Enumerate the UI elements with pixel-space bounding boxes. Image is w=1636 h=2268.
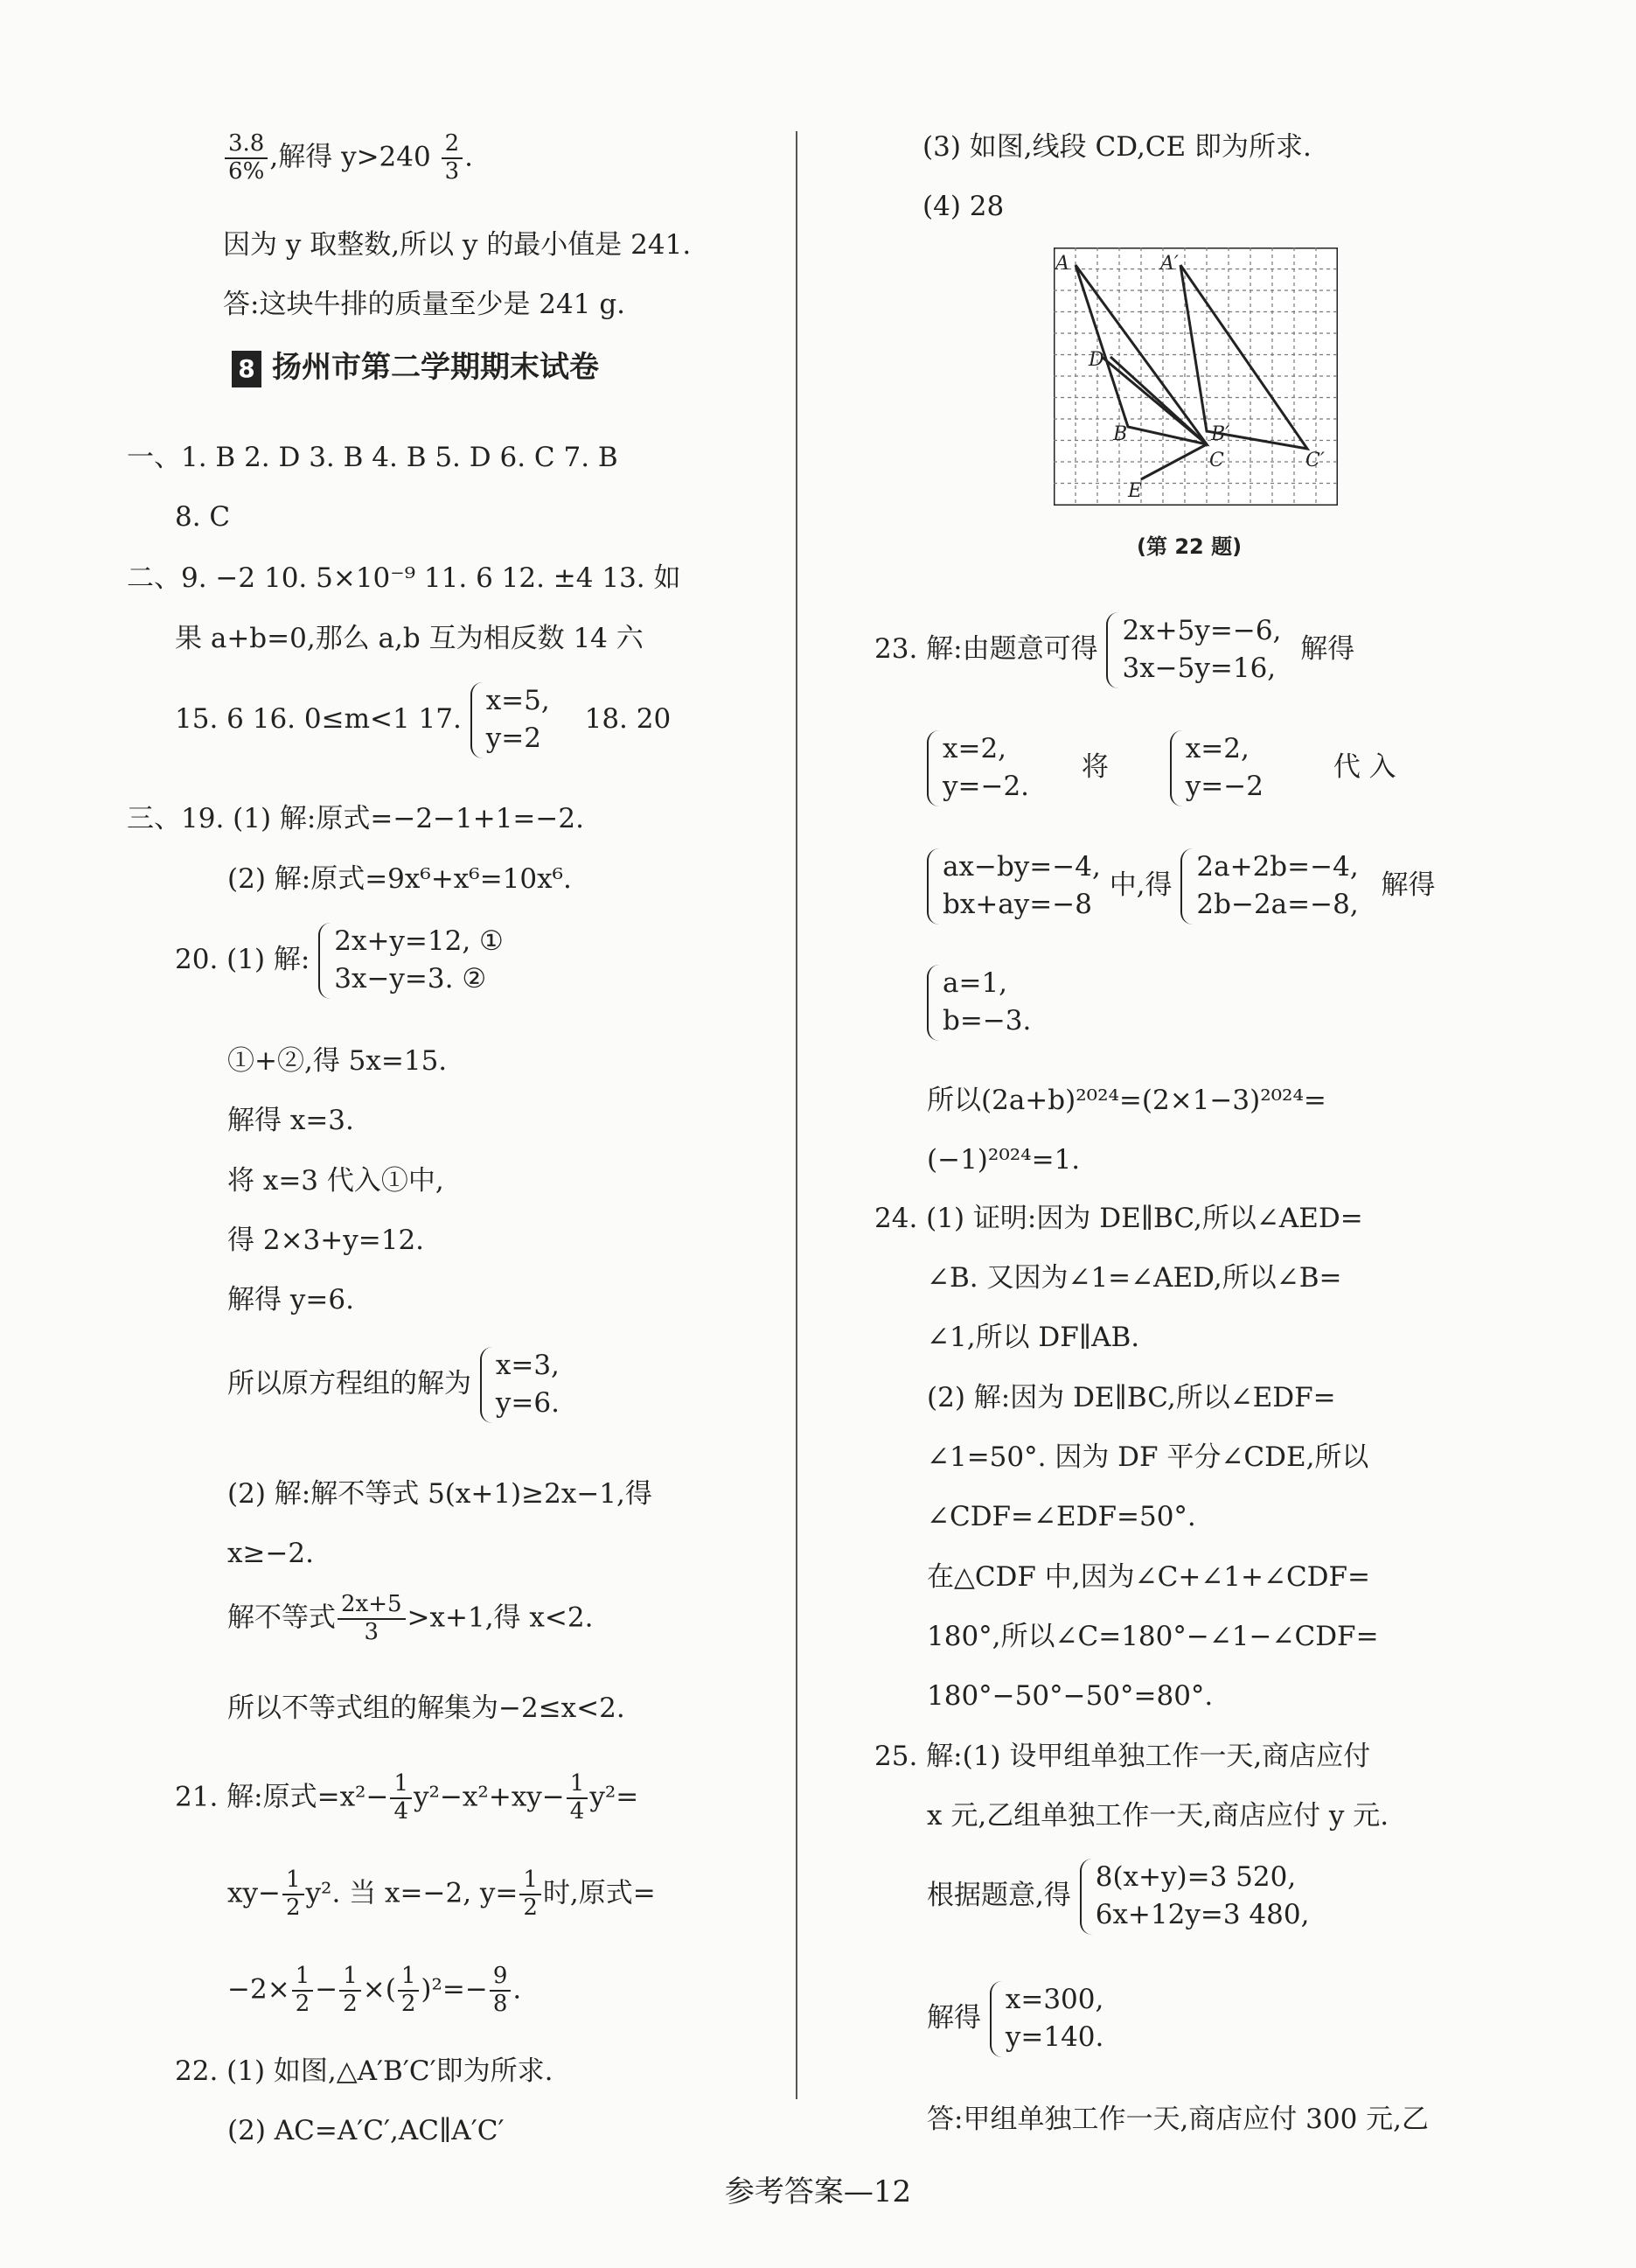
q24-line8: 180°,所以∠C=180°−∠1−∠CDF= [927, 1621, 1379, 1652]
fraction: $\frac{3.8}{6\%}$ [225, 131, 268, 185]
q19-part2: (2) 解:原式=9x⁶+x⁶=10x⁶. [227, 863, 572, 895]
equation-system: x=2, y=−2 [1170, 730, 1264, 806]
q19-part1: 三、19. (1) 解:原式=−2−1+1=−2. [127, 803, 584, 834]
q20-line1: ①+②,得 5x=15. [227, 1045, 448, 1077]
q20-part2-line2: x≥−2. [227, 1538, 315, 1569]
q20-line3: 将 x=3 代入①中, [227, 1165, 444, 1197]
answers-part1-line1: 一、1. B 2. D 3. B 4. B 5. D 6. C 7. B [127, 442, 618, 473]
q23-line4 [927, 965, 1031, 1041]
q20-solution: 所以原方程组的解为 x=3, y=6. [227, 1347, 560, 1423]
q21-line1: 21. 解:原式=x²− $\frac{1}{4}$ y²−x²+xy− $\frac{1}{4}$ y²= [175, 1770, 639, 1825]
q24-line6: ∠CDF=∠EDF=50°. [927, 1501, 1196, 1532]
q22-line1: 22. (1) 如图,△A′B′C′即为所求. [175, 2055, 553, 2087]
equation-system: 2x+5y=−6, 3x−5y=16, [1106, 612, 1281, 688]
q20-system: 20. (1) 解: 2x+y=12, ① 3x−y=3. ② [175, 923, 504, 999]
q25-line1: 25. 解:(1) 设甲组单独工作一天,商店应付 [874, 1741, 1371, 1772]
q23-line5: 所以(2a+b)²⁰²⁴=(2×1−3)²⁰²⁴= [927, 1085, 1326, 1116]
q23-line3: ax−by=−4, bx+ay=−8 中,得 2a+2b=−4, 2b−2a=−8, 解得 [927, 848, 1436, 925]
fraction: $\frac{1}{4}$ [567, 1771, 588, 1825]
label-b: B [1113, 423, 1128, 445]
equation-system: x=3, y=6. [480, 1347, 560, 1423]
section-title: 扬州市第二学期期末试卷 [272, 350, 599, 385]
q24-line1: 24. (1) 证明:因为 DE∥BC,所以∠AED= [874, 1203, 1363, 1234]
equation-system: 8(x+y)=3 520, 6x+12y=3 480, [1080, 1859, 1310, 1935]
q25-line5: 答:甲组单独工作一天,商店应付 300 元,乙 [927, 2104, 1430, 2135]
q24-line9: 180°−50°−50°=80°. [927, 1680, 1214, 1712]
label-a-prime: A′ [1160, 253, 1179, 275]
q24-line2: ∠B. 又因为∠1=∠AED,所以∠B= [927, 1262, 1342, 1294]
equation-system: x=300, y=140. [990, 1981, 1104, 2057]
fraction: $\frac{1}{4}$ [390, 1771, 412, 1825]
column-divider [796, 131, 797, 2099]
q20-line2: 解得 x=3. [227, 1105, 354, 1136]
answers-part2-line2: 果 a+b=0,那么 a,b 互为相反数 14 六 [175, 623, 644, 654]
figure-caption: (第 22 题) [1137, 534, 1243, 559]
q25-line4: 解得 x=300, y=140. [927, 1981, 1103, 2057]
fraction: $\frac{9}{8}$ [490, 1964, 512, 2018]
label-b-prime: B′ [1211, 423, 1230, 445]
fraction: $\frac{2x+5}{3}$ [338, 1592, 406, 1646]
q20-part2-line4: 所以不等式组的解集为−2≤x<2. [227, 1692, 625, 1724]
label-c: C [1209, 450, 1224, 471]
label-d: D [1089, 349, 1104, 371]
q22-line3: (3) 如图,线段 CD,CE 即为所求. [922, 131, 1312, 163]
page-footer: 参考答案—12 [724, 2174, 912, 2209]
q22-grid-figure [1054, 248, 1338, 506]
q22-line2: (2) AC=A′C′,AC∥A′C′ [227, 2115, 505, 2146]
q21-line3: −2× $\frac{1}{2}$ − $\frac{1}{2}$ ×( $\frac{1}{2}$ )²=− $\frac{9}{8}$ . [227, 1963, 522, 2017]
label-a: A [1055, 253, 1069, 275]
answers-part2-line1: 二、9. −2 10. 5×10⁻⁹ 11. 6 12. ±4 13. 如 [127, 562, 681, 594]
q21-line2: xy− $\frac{1}{2}$ y². 当 x=−2, y= $\frac{1}{2}$ 时,原式= [227, 1867, 656, 1921]
q23-line6: (−1)²⁰²⁴=1. [927, 1144, 1081, 1176]
fraction: $\frac{1}{2}$ [339, 1964, 361, 2018]
left-line-2: 因为 y 取整数,所以 y 的最小值是 241. [223, 229, 692, 261]
left-line-top: $\frac{3.8}{6\%}$ ,解得 y>240 $\frac{2}{3}$ . [223, 131, 473, 185]
equation-system: x=2, y=−2. [927, 730, 1029, 806]
q24-line5: ∠1=50°. 因为 DF 平分∠CDE,所以 [927, 1441, 1369, 1473]
section-number-badge: 8 [232, 351, 261, 387]
equation-system: 2x+y=12, ① 3x−y=3. ② [318, 923, 504, 999]
q20-part2-line1: (2) 解:解不等式 5(x+1)≥2x−1,得 [227, 1478, 652, 1510]
left-line-3: 答:这块牛排的质量至少是 241 g. [223, 289, 626, 320]
section-heading [232, 350, 599, 387]
q23-line1: 23. 解:由题意可得 2x+5y=−6, 3x−5y=16, 解得 [874, 612, 1354, 688]
q20-line4: 得 2×3+y=12. [227, 1225, 425, 1256]
fraction: $\frac{1}{2}$ [292, 1964, 314, 2018]
label-c-prime: C′ [1305, 450, 1325, 471]
fraction: $\frac{1}{2}$ [282, 1867, 304, 1922]
q24-line4: (2) 解:因为 DE∥BC,所以∠EDF= [927, 1382, 1336, 1413]
q24-line3: ∠1,所以 DF∥AB. [927, 1322, 1140, 1353]
q25-line3: 根据题意,得 8(x+y)=3 520, 6x+12y=3 480, [927, 1859, 1309, 1935]
q25-line2: x 元,乙组单独工作一天,商店应付 y 元. [927, 1800, 1389, 1832]
q24-line7: 在△CDF 中,因为∠C+∠1+∠CDF= [927, 1561, 1371, 1593]
equation-system: 2a+2b=−4, 2b−2a=−8, [1180, 848, 1358, 925]
equation-system: ax−by=−4, bx+ay=−8 [927, 848, 1101, 925]
fraction: $\frac{1}{2}$ [519, 1867, 541, 1922]
fraction: $\frac{2}{3}$ [442, 131, 463, 185]
equation-system: x=5, y=2 [470, 682, 550, 758]
answers-part2-line3: 15. 6 16. 0≤m<1 17. x=5, y=2 18. 20 [175, 682, 671, 758]
q23-line2: x=2, y=−2. 将 x=2, y=−2 代 入 [927, 730, 1396, 806]
answers-part1-line2: 8. C [175, 501, 231, 533]
q20-line5: 解得 y=6. [227, 1284, 354, 1315]
label-e: E [1128, 480, 1143, 502]
q20-part2-line3: 解不等式 $\frac{2x+5}{3}$ >x+1,得 x<2. [227, 1591, 594, 1645]
q22-line4: (4) 28 [922, 191, 1005, 222]
equation-system: a=1, b=−3. [927, 965, 1031, 1041]
fraction: $\frac{1}{2}$ [398, 1964, 420, 2018]
